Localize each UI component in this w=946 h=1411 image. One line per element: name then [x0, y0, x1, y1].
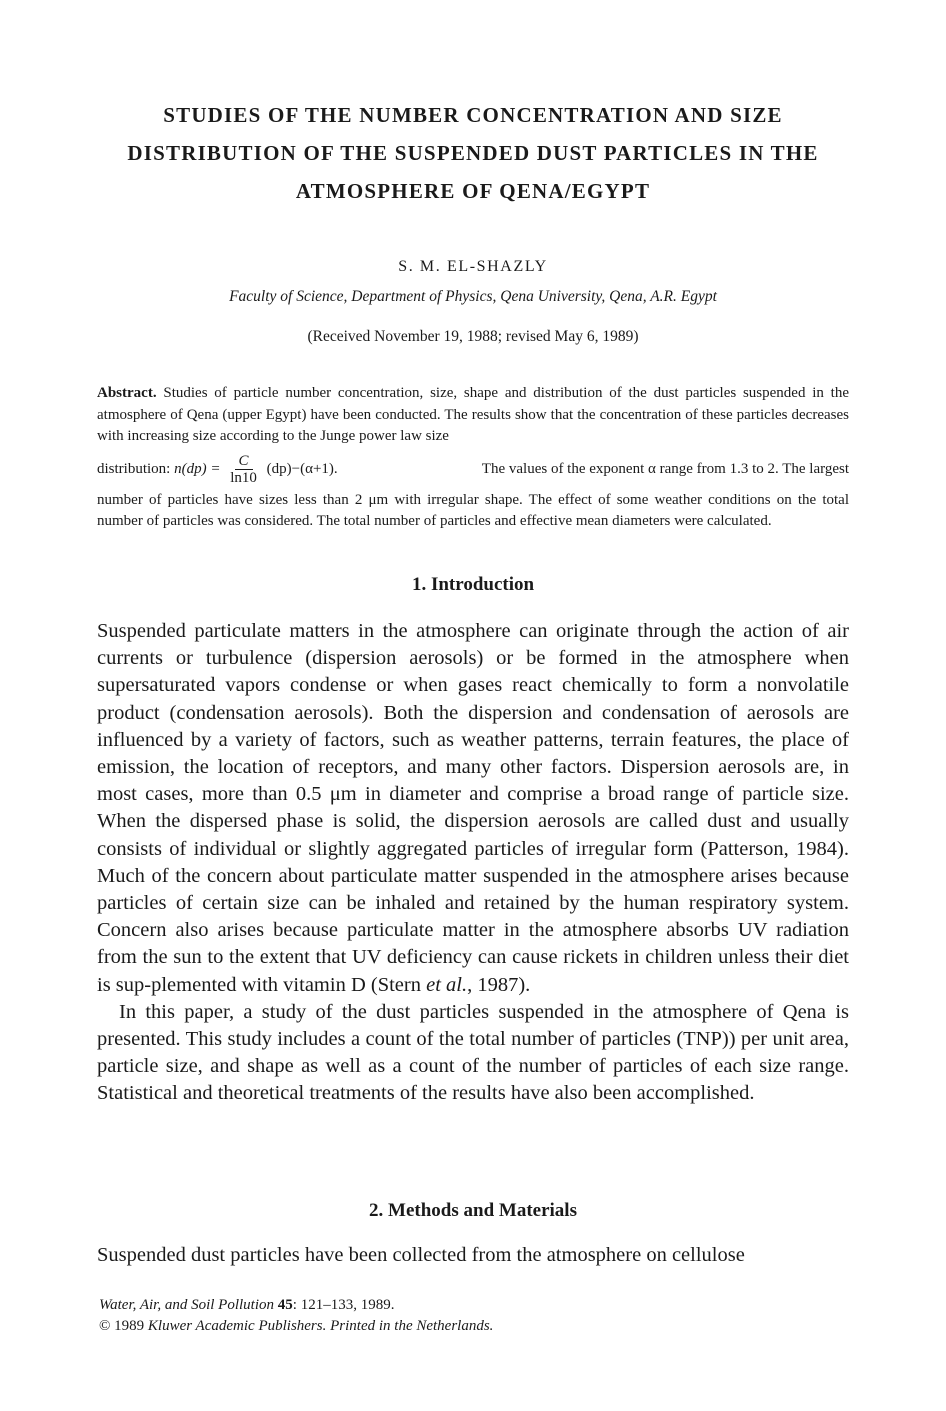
abstract-paragraph-2: number of particles have sizes less than 2 μm with irregular shape. The effect of some weather conditions on the total number of particles was considered. The total number of particles and effective mean diameters were calculated. — [97, 491, 849, 529]
abstract-label: Abstract. — [97, 385, 157, 401]
formula-prefix: distribution: — [97, 460, 171, 477]
methods-paragraph-1: Suspended dust particles have been collected from the atmosphere on cellulose — [97, 1244, 745, 1266]
introduction-paragraph-1 — [97, 618, 849, 999]
intro-p1-text: Suspended particulate matters in the atmosphere can originate through the action of air currents or turbulence (dispersion aerosols) or be formed in the atmosphere when supersaturated vapors condense or when gases react chemically to form a nonvolatile product (condensation aerosols). Both the dispersion and condensation of aerosols are influenced by a variety of factors, such as weather patterns, terrain features, the place of emission, the location of receptors, and many other factors. Dispersion aerosols are, in most cases, more than 0.5 μm in diameter and comprise a broad range of particle size. When the dispersed phase is solid, the dispersion aerosols are called dust and usually consists of individual or slightly aggregated particles of irregular form (Patterson, 1984). Much of the concern about particulate matter suspended in the atmosphere arises because particles of certain size can be inhaled and retained by the human respiratory system. Concern also arises because particulate matter in the atmosphere absorbs UV radiation from the sun to the extent that UV deficiency can cause rickets in children unless their diet is sup-plemented with vitamin D (Stern — [97, 620, 849, 996]
section-heading-methods: 2. Methods and Materials — [369, 1200, 577, 1221]
journal-pages: : 121–133, 1989. — [292, 1297, 395, 1313]
received-dates: (Received November 19, 1988; revised May 6, 1989) — [307, 328, 639, 345]
formula-numerator: C — [235, 453, 253, 470]
abstract-text-1: Studies of particle number concentration, size, shape and distribution of the dust particles suspended in the atmosphere of Qena (upper Egypt) have been conducted. The results show that the concentration of these particles decreases with increasing size according to the Junge power law size — [97, 385, 849, 444]
journal-footer — [99, 1295, 493, 1337]
formula-rhs: (dp)−(α+1). — [266, 460, 338, 477]
formula-lhs: n(dp) = — [174, 460, 221, 477]
abstract-formula-line — [97, 448, 849, 490]
title-line-1: STUDIES OF THE NUMBER CONCENTRATION AND SIZE — [163, 103, 783, 127]
formula-suffix: The values of the exponent α range from 1.3 to 2. The largest — [481, 460, 849, 477]
journal-name: Water, Air, and Soil Pollution — [99, 1297, 275, 1313]
author-name: S. M. EL-SHAZLY — [398, 258, 548, 275]
introduction-body — [97, 618, 849, 1108]
introduction-paragraph-2: In this paper, a study of the dust particles suspended in the atmosphere of Qena is presented. This study includes a count of the total number of particles (TNP)) per unit area, particle size, and shape as well as a count of the number of particles of each size range. Statistical and theoretical treatments of the results have also been accomplished. — [97, 1000, 849, 1105]
publisher-name: Kluwer Academic Publishers. Printed in the Netherlands. — [147, 1318, 494, 1334]
abstract-paragraph-1 — [97, 383, 849, 448]
copyright-line — [99, 1316, 493, 1337]
journal-volume: 45 — [277, 1297, 293, 1313]
paper-title — [80, 96, 866, 210]
methods-body — [97, 1242, 849, 1269]
author-affiliation: Faculty of Science, Department of Physics, Qena University, Qena, A.R. Egypt — [229, 288, 717, 305]
formula-denominator: ln10 — [230, 469, 257, 486]
intro-p1-etal: et al. — [426, 973, 468, 996]
title-line-3: ATMOSPHERE OF QENA/EGYPT — [295, 179, 651, 203]
copyright-prefix: © 1989 — [99, 1318, 145, 1334]
journal-citation — [99, 1295, 493, 1316]
intro-p1-end: , 1987). — [467, 973, 531, 996]
title-line-2: DISTRIBUTION OF THE SUSPENDED DUST PARTICLES IN THE — [127, 141, 819, 165]
section-heading-introduction: 1. Introduction — [411, 574, 535, 595]
formula-block — [97, 448, 338, 490]
abstract — [97, 383, 849, 533]
formula-fraction — [228, 453, 259, 486]
